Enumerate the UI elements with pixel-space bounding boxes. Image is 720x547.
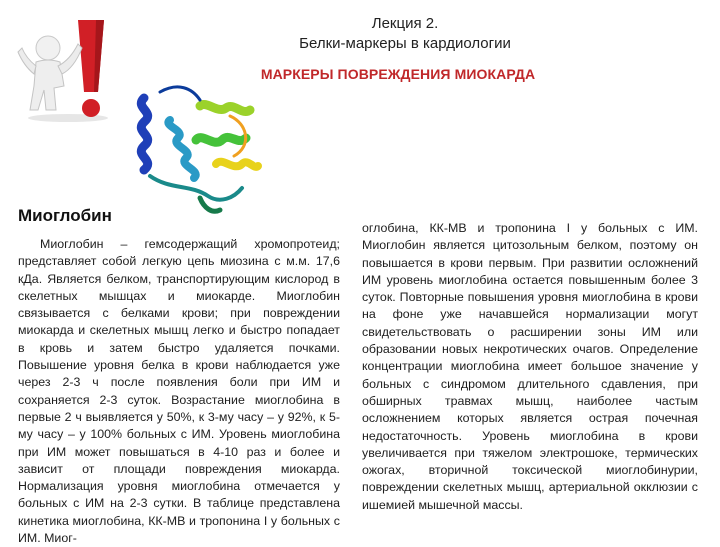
protein-structure-icon [130,80,265,220]
article-heading: Миоглобин [18,206,112,225]
lecture-number: Лекция 2. [371,15,439,32]
left-column-text: Миоглобин – гемсодержащий хромопротеид; представляет собой легкую цепь миозина с м.м. 17,6 кДа. Является белком, транспортирующим кислород в скелетных мышцах и миокарде. Миоглобин связывается с белками крови; при повреждении миокарда и скелетных мышц легко и быстро попадает в кровь и затем быстро удаляется почками. Повышение уровня белка в крови наблюдается уже через 2-3 ч после появления боли при ИМ и сохраняется 2-3 суток. Возрастание миоглобина в первые 2 ч выявляется у 50%, к 3-му часу – у 92%, к 5-му часу – у 100% больных с ИМ. Уровень миоглобина при ИМ может повышаться в 4-10 раз и более и зависит от площади повреждения миокарда. Нормализация уровня миоглобина отмечается у больных с ИМ на 2-3 сутки. В таблице представлена кинетика миоглобина, КК-МВ и тропонина I у больных с ИМ. Миог- [18,237,340,546]
lecture-subtitle: Белки-маркеры в кардиологии [299,35,511,52]
lecture-header [250,14,560,54]
section-title: МАРКЕРЫ ПОВРЕЖДЕНИЯ МИОКАРДА [260,66,536,82]
right-column-text: оглобина, КК-МВ и тропонина I у больных с ИМ. Миоглобин является цитозольным белком, поэтому он повышается в крови первым. При развитии осложнений ИМ уровень миоглобина остается повышенным более 3 суток. Повторные повышения уровня миоглобина в крови на фоне уже начавшейся нормализации могут свидетельствовать о расширении зоны ИМ или образовании новых некротических очагов. Определение концентрации миоглобина имеет большое значение у больных с синдромом длительного сдавления, при обширных травмах мышц, наиболее частым осложнением которых является острая почечная недостаточность. Уровень миоглобина в крови увеличивается при тяжелом электрошоке, термических ожогах, вторичной токсической миоглобинурии, повреждении скелетных мышц, артериальной окклюзии с ишемией мышечной массы. [362,221,698,512]
exclamation-figure-icon [8,14,114,124]
